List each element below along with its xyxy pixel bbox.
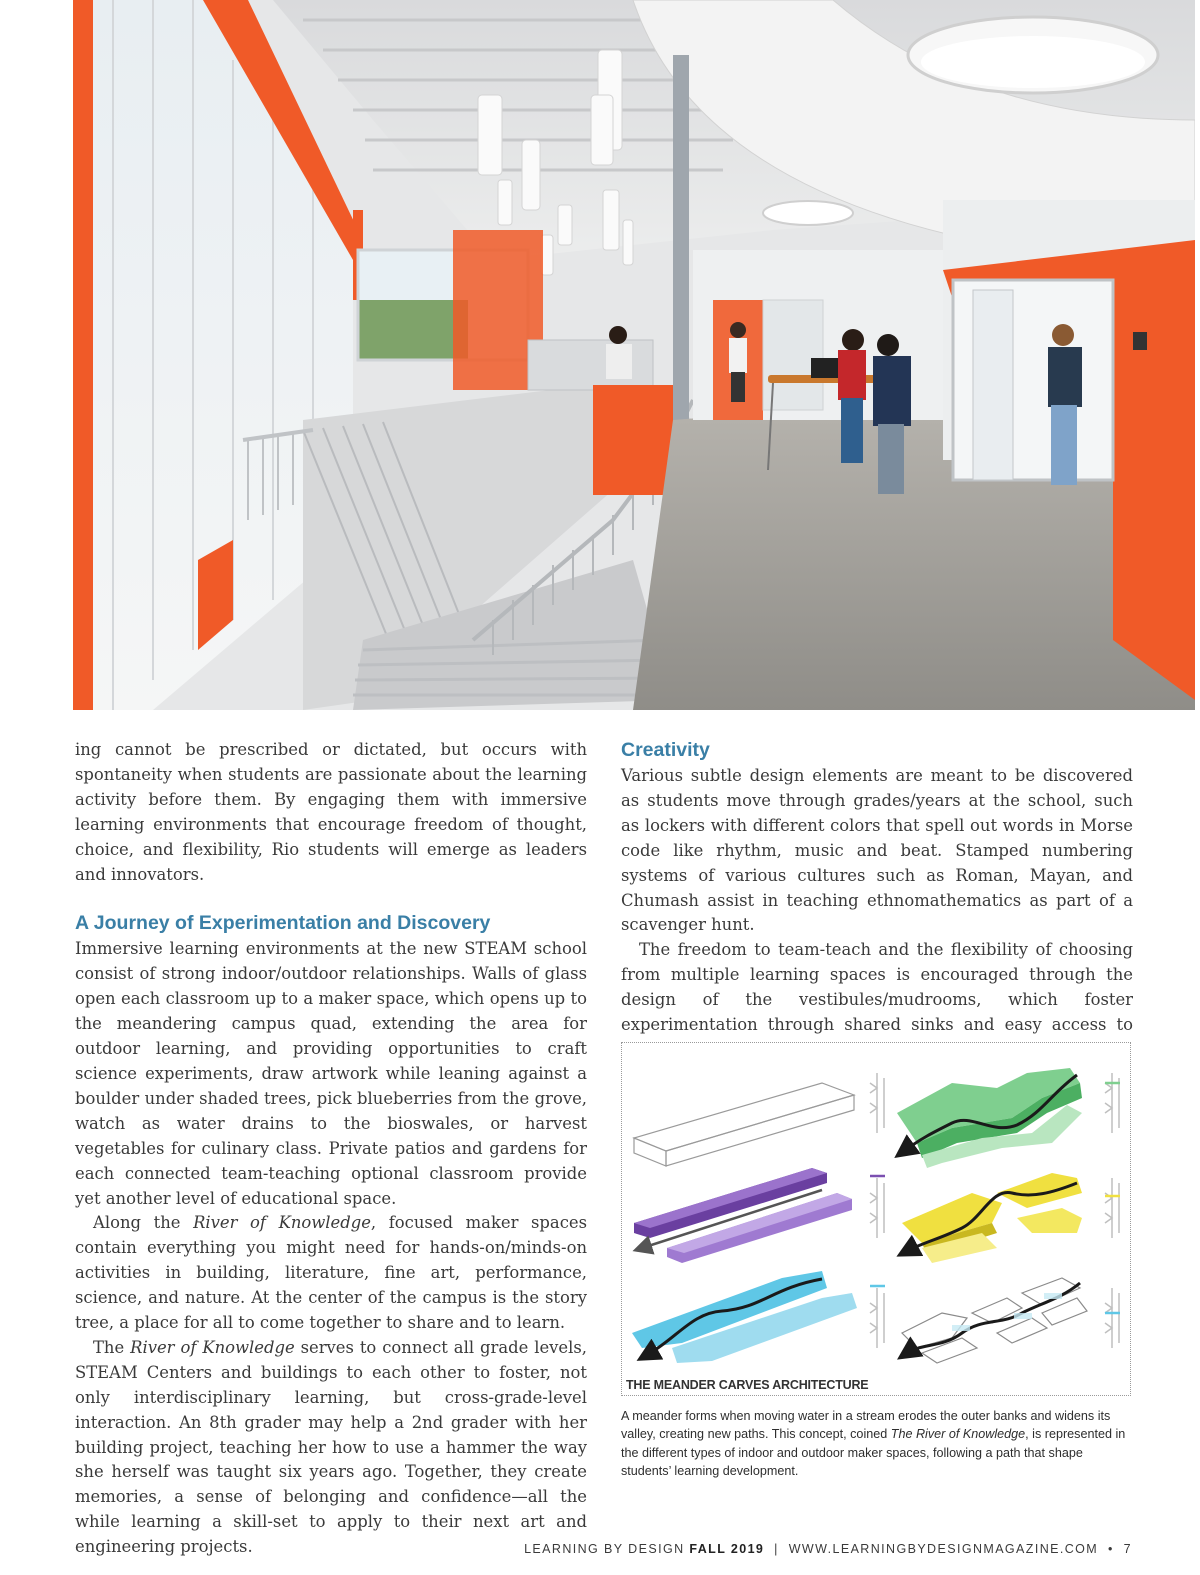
left-column bbox=[75, 738, 587, 1560]
green-meander bbox=[897, 1068, 1082, 1168]
hero-photo bbox=[73, 0, 1195, 710]
emphasis-river-of-knowledge: River of Knowledge bbox=[130, 1337, 295, 1357]
footer-bullet: • bbox=[1107, 1542, 1114, 1556]
meander-diagram-illustration bbox=[622, 1043, 1129, 1394]
figure-label: THE MEANDER CARVES ARCHITECTURE bbox=[626, 1378, 869, 1392]
cyan-meander bbox=[632, 1271, 857, 1363]
intro-paragraph: ing cannot be prescribed or dictated, but occurs with spontaneity when students are passionate about the learning activity before them. By engaging them with immersive learning environments that encourage freedom of thought, choice, and flexibility, Rio students will emerge as leaders and innovators. bbox=[75, 740, 587, 884]
figure-caption: A meander forms when moving water in a stream erodes the outer banks and widens its valley, creating new paths. This concept, coined The River of Knowledge, is represented in the different types of indoor and outdoor maker spaces, following a path that shape students’ learning development. bbox=[621, 1409, 1126, 1478]
purple-channel bbox=[634, 1168, 852, 1263]
white-meander bbox=[902, 1278, 1087, 1363]
footer-separator: | bbox=[774, 1542, 779, 1556]
plain-block bbox=[634, 1083, 854, 1166]
yellow-meander bbox=[902, 1173, 1082, 1263]
emphasis-river-of-knowledge: River of Knowledge bbox=[193, 1213, 371, 1233]
school-interior-illustration bbox=[73, 0, 1195, 710]
issue-label: FALL 2019 bbox=[689, 1542, 765, 1556]
website-link[interactable]: WWW.LEARNINGBYDESIGNMAGAZINE.COM bbox=[788, 1542, 1099, 1556]
body-paragraph: The freedom to team-teach and the flexibility of choosing from multiple learning spaces is encouraged through the design of the vestibules/mudrooms, which foster experimentation through shared sinks and easy access to bbox=[621, 940, 1133, 1035]
publication-name: LEARNING BY DESIGN bbox=[524, 1542, 685, 1556]
body-paragraph: Various subtle design elements are meant to be discovered as students move through grades/years at the school, such as lockers with different colors that spell out words in Morse code like rhythm, music and beat. Stamped numbering systems of various cultures such as Roman, Mayan, and Chumash assist in teaching ethnomathematics as part of a scavenger hunt. bbox=[621, 766, 1133, 935]
page-number: 7 bbox=[1123, 1542, 1132, 1556]
body-paragraph: Along the River of Knowledge, focused maker spaces contain everything you might need for hands-on/minds-on activities in building, literature, fine art, performance, science, and nature. At the center of the campus is the story tree, a place for all to come together to share and to learn. bbox=[75, 1213, 587, 1333]
emphasis-river-of-knowledge: The River of Knowledge bbox=[890, 1427, 1026, 1442]
body-paragraph: The River of Knowledge serves to connect all grade levels, STEAM Centers and buildings to each other to foster, not only interdisciplinary learning, but cross-grade-level interaction. An 8th grader may help a 2nd grader with her building project, teaching her how to use a hammer the way she herself was taught six years ago. Together, they create memories, a sense of belonging and confidence—all the while learning a skill-set to apply to their next art and engineering projects. bbox=[75, 1337, 587, 1557]
right-column bbox=[621, 738, 1133, 1063]
section-heading-creativity: Creativity bbox=[621, 739, 710, 761]
section-heading-journey: A Journey of Experimentation and Discovery bbox=[75, 912, 491, 935]
meander-diagram bbox=[621, 1042, 1131, 1396]
page-footer bbox=[524, 1542, 1132, 1556]
body-paragraph: Immersive learning environments at the new STEAM school consist of strong indoor/outdoor relationships. Walls of glass open each classroom up to a maker space, which opens up to the meandering campus quad, extending the area for outdoor learning, and providing opportunities to craft science experiments, draw artwork while leaning against a boulder under shaded trees, pick blueberries from the grove, watch as water drains to the bioswales, or harvest vegetables for culinary class. Private patios and gardens for each connected team-teaching optional classroom provide yet another level of educational space. bbox=[75, 939, 587, 1208]
